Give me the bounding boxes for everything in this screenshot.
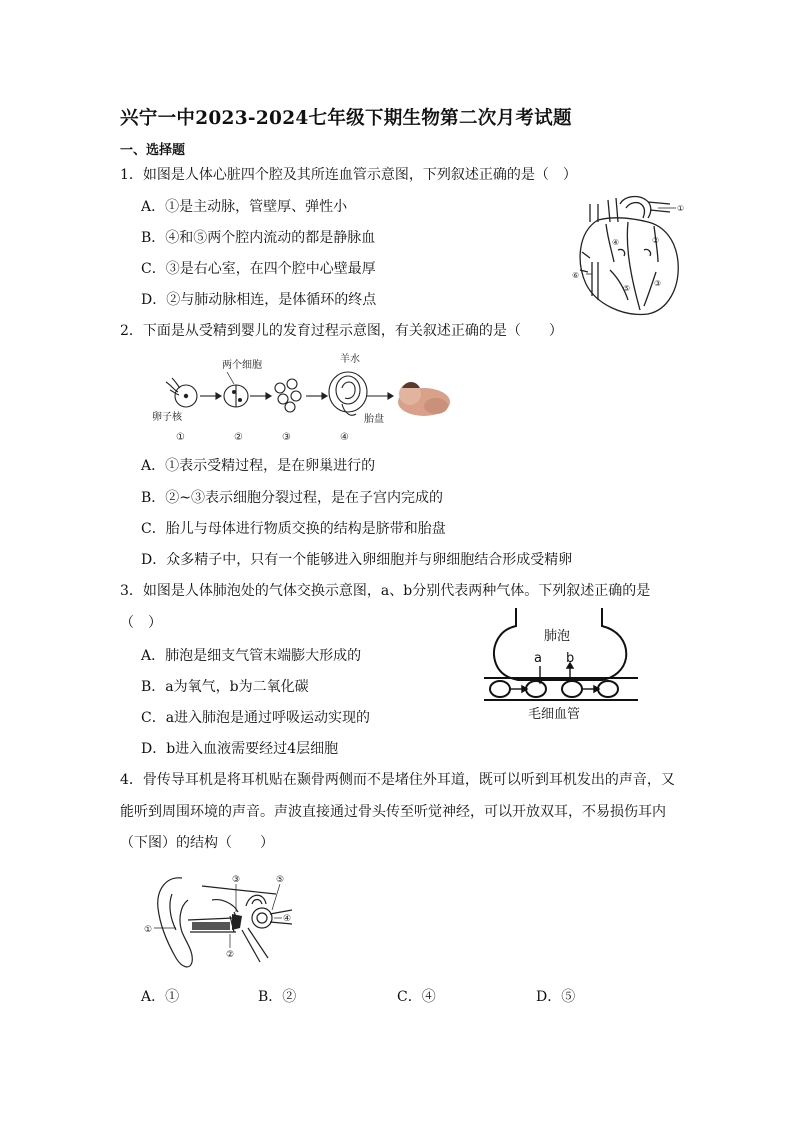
label-alveolus: 肺泡 (544, 629, 571, 644)
question-3-stem: 3．如图是人体肺泡处的气体交换示意图，a、b分别代表两种气体。下列叙述正确的是 (120, 583, 651, 599)
question-4-option-d[interactable]: D．⑤ (536, 989, 576, 1005)
heart-label-1: ① (677, 204, 685, 213)
ear-label-5: ⑤ (276, 875, 285, 885)
heart-label-6: ⑥ (572, 271, 580, 280)
ear-label-1: ① (144, 925, 153, 935)
question-1-option-c[interactable]: C．③是右心室，在四个腔中心壁最厚 (141, 261, 376, 277)
question-4-option-c[interactable]: C．④ (397, 989, 436, 1005)
heart-label-5: ⑤ (623, 284, 631, 293)
label-capillary: 毛细血管 (528, 707, 581, 722)
label-egg-nucleus: 卵子核 (152, 412, 182, 423)
question-2-option-a[interactable]: A．①表示受精过程，是在卵巢进行的 (141, 458, 376, 474)
question-3-option-b[interactable]: B．a为氧气，b为二氧化碳 (141, 679, 309, 695)
question-1-option-d[interactable]: D．②与肺动脉相连，是体循环的终点 (141, 292, 377, 308)
question-2-option-c[interactable]: C．胎儿与母体进行物质交换的结构是脐带和胎盘 (141, 521, 446, 537)
question-4-stem-line-3: （下图）的结构（ ） (120, 835, 274, 851)
question-4-option-b[interactable]: B．② (258, 989, 297, 1005)
question-2-option-d[interactable]: D．众多精子中，只有一个能够进入卵细胞并与卵细胞结合形成受精卵 (141, 552, 573, 568)
ear-label-4: ④ (283, 914, 292, 924)
ear-label-2: ② (226, 950, 235, 960)
development-diagram (152, 348, 452, 446)
heart-diagram (568, 192, 694, 322)
question-1-option-a[interactable]: A．①是主动脉，管壁厚、弹性小 (141, 199, 348, 215)
exam-title: 兴宁一中2023-2024七年级下期生物第二次月考试题 (120, 108, 572, 129)
question-1-stem: 1．如图是人体心脏四个腔及其所连血管示意图，下列叙述正确的是（ ） (120, 167, 577, 183)
step-label-1: ① (176, 432, 185, 443)
heart-label-2: ② (652, 236, 660, 245)
question-2-option-b[interactable]: B．②~③表示细胞分裂过程，是在子宫内完成的 (141, 490, 444, 506)
section-heading: 一、选择题 (120, 143, 186, 158)
baby-image (398, 382, 450, 416)
step-label-3: ③ (282, 432, 291, 443)
alveolus-diagram (478, 604, 644, 726)
label-placenta: 胎盘 (364, 414, 384, 425)
ear-diagram (142, 870, 302, 974)
label-amniotic-fluid: 羊水 (340, 354, 360, 365)
question-3-option-c[interactable]: C．a进入肺泡是通过呼吸运动实现的 (141, 710, 371, 726)
question-2-stem: 2．下面是从受精到婴儿的发育过程示意图，有关叙述正确的是（ ） (120, 323, 563, 339)
label-gas-b: b (566, 651, 575, 666)
label-two-cells: 两个细胞 (222, 360, 262, 371)
question-1-option-b[interactable]: B．④和⑤两个腔内流动的都是静脉血 (141, 230, 376, 246)
step-label-2: ② (234, 432, 243, 443)
question-3-option-a[interactable]: A．肺泡是细支气管末端膨大形成的 (141, 648, 362, 664)
question-4-stem-line-1: 4．骨传导耳机是将耳机贴在颞骨两侧而不是堵住外耳道，既可以听到耳机发出的声音，又 (120, 772, 675, 788)
label-gas-a: a (534, 651, 542, 666)
step-label-4: ④ (340, 432, 349, 443)
question-4-option-a[interactable]: A．① (141, 989, 180, 1005)
question-4-stem-line-2: 能听到周围环境的声音。声波直接通过骨头传至听觉神经，可以开放双耳，不易损伤耳内 (120, 804, 666, 820)
question-3-stem-bracket: （ ） (120, 615, 162, 631)
ear-label-3: ③ (232, 875, 241, 885)
question-3-option-d[interactable]: D．b进入血液需要经过4层细胞 (141, 741, 339, 757)
heart-label-3: ③ (654, 279, 662, 288)
heart-label-4: ④ (612, 238, 620, 247)
